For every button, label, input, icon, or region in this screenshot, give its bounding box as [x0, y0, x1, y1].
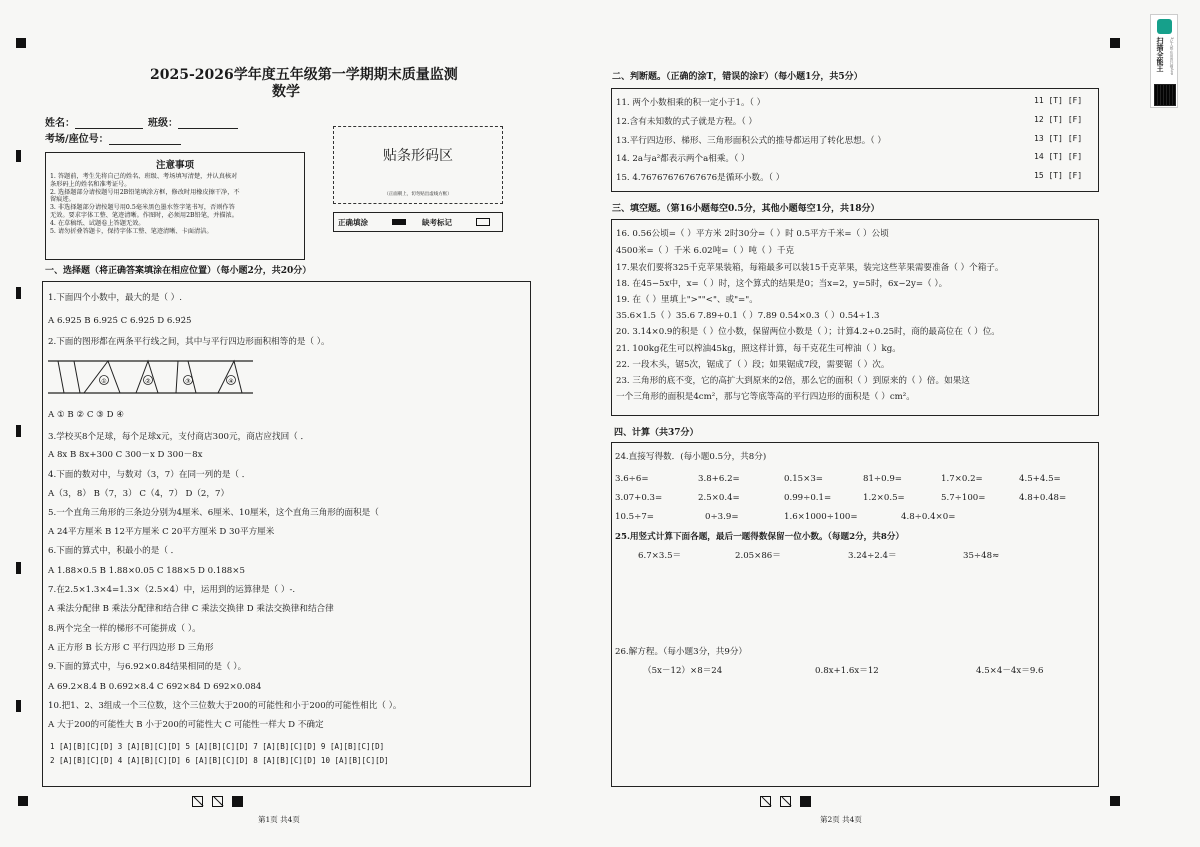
barcode-area-note: （正面朝上，切勿贴出虚线方框）	[384, 192, 452, 197]
judge-text: 14. 2a与a²都表示两个a相乘。（ ）	[616, 154, 750, 164]
vertical-calc-item: 3.24÷2.4＝	[848, 551, 897, 561]
q4-text: 4.下面的数对中，与数对（3，7）在同一列的是（ ．	[48, 470, 251, 480]
figure-label-2: ②	[145, 378, 151, 385]
scanner-app-badge[interactable]	[1150, 14, 1178, 108]
class-label: 班级：	[148, 118, 178, 129]
timing-mark	[16, 562, 21, 574]
barcode-area-label: 贴条形码区	[383, 148, 453, 164]
correct-fill-label: 正确填涂	[338, 218, 368, 227]
judge-tf-options[interactable]: 15 [T] [F]	[1034, 171, 1083, 180]
calc-item: 0÷3.9=	[705, 512, 739, 522]
name-field[interactable]	[45, 114, 143, 129]
calc-item: 0.15×3=	[784, 474, 824, 484]
corner-mark-bottom-right	[1110, 796, 1120, 806]
calc-item: 5.7÷100=	[941, 493, 986, 503]
notice-line: 2. 选择题部分请按题号用2B铅笔填涂方框，修改时用橡皮擦干净，不	[50, 188, 240, 196]
class-input-line[interactable]	[178, 118, 238, 129]
vertical-calc-item: 35÷48≈	[963, 551, 1000, 561]
q1-options: A 6.925 B 6.925̇ C 6.9̇25̇ D 6.92̇5̇	[48, 316, 192, 326]
q6-options: A 1.88×0.5 B 1.88×0.05 C 188×5 D 0.188×5	[48, 566, 245, 576]
timing-mark	[16, 150, 21, 162]
judge-item-15	[616, 171, 1096, 183]
judge-item-12	[616, 115, 1096, 127]
timing-mark	[16, 425, 21, 437]
judge-tf-options[interactable]: 13 [T] [F]	[1034, 134, 1083, 143]
q2-text: 2.下面的图形都在两条平行线之间，其中与平行四边形面积相等的是（ ）。	[48, 337, 330, 347]
q6-text: 6.下面的算式中，积最小的是（ ．	[48, 546, 180, 556]
qr-code-icon	[1155, 85, 1175, 105]
q9-options: A 69.2×8.4 B 0.692×8.4 C 692×84 D 692×0.084	[48, 682, 262, 692]
judge-text: 12.含有未知数的式子就是方程。（ ）	[616, 117, 758, 127]
judge-text: 13.平行四边形、梯形、三角形面积公式的推导都运用了转化思想。（ ）	[616, 136, 886, 146]
section2-header: 二、判断题。（正确的涂T，错误的涂F）（每小题1分，共5分）	[612, 72, 863, 82]
corner-mark-bottom-left	[18, 796, 28, 806]
section3-header: 三、填空题。（第16小题每空0.5分，其他小题每空1分，共18分）	[612, 204, 880, 214]
q16-line-2: 4500米=（ ）千米 6.02吨=（ ）吨（ ）千克	[616, 246, 795, 256]
q3-text: 3.学校买8个足球，每个足球x元，支付商店300元，商店应找回（ ．	[48, 432, 310, 442]
calc-item: 3.8+6.2=	[698, 474, 740, 484]
room-seat-label: 考场/座位号：	[45, 134, 109, 145]
footer-slash-box	[780, 796, 791, 807]
judge-tf-options[interactable]: 12 [T] [F]	[1034, 115, 1083, 124]
judge-tf-options[interactable]: 14 [T] [F]	[1034, 152, 1083, 161]
page-number-1: 第1页 共4页	[258, 815, 300, 824]
q23-text-2: 一个三角形的面积是4cm²，那与它等底等高的平行四边形的面积是（ ）cm²。	[616, 392, 915, 402]
figure-label-3: ③	[185, 378, 191, 385]
vertical-calc-item: 2.05×86＝	[735, 551, 781, 561]
calc-item: 0.99÷0.1=	[784, 493, 832, 503]
exam-subject: 数学	[272, 84, 300, 100]
vertical-calc-item: 6.7×3.5＝	[638, 551, 682, 561]
room-seat-field[interactable]	[45, 130, 181, 145]
calc-item: 10.5÷7=	[615, 512, 655, 522]
footer-slash-box	[760, 796, 771, 807]
calc-item: 4.8÷0.4×0=	[901, 512, 956, 522]
app-tagline: 3亿人都在用的扫描App	[1170, 37, 1174, 76]
notice-line: 1. 答题前，考生先将自己的姓名、班级、考场填写清楚，并认真核对	[50, 173, 238, 180]
absent-mark-checkbox[interactable]	[476, 218, 490, 226]
calc-item: 3.6÷6=	[615, 474, 649, 484]
notice-line: 5. 请勿折叠答题卡，保持字体工整、笔迹清晰、卡面清洁。	[50, 227, 213, 235]
notice-title: 注意事项	[155, 160, 194, 171]
q2-options: A ① B ② C ③ D ④	[48, 410, 124, 420]
q5-text: 5.一个直角三角形的三条边分别为4厘米、6厘米、10厘米，这个直角三角形的面积是（	[48, 508, 379, 518]
q19-text: 19. 在（ ）里填上">""<"、或"="。	[616, 295, 758, 305]
footer-slash-box	[212, 796, 223, 807]
notice-line: 无效。要求字体工整、笔迹清晰。作图时，必须用2B铅笔，并描浓。	[50, 211, 238, 219]
footer-filled-box	[800, 796, 811, 807]
judge-item-11	[616, 96, 1096, 108]
figure-label-1: ①	[101, 378, 107, 385]
q9-text: 9.下面的算式中，与6.92×0.84结果相同的是（ ）。	[48, 662, 247, 672]
calc-item: 1.2×0.5=	[863, 493, 905, 503]
omr-answer-row-1[interactable]: 1 [A][B][C][D] 3 [A][B][C][D] 5 [A][B][C][D] 7 [A][B][C][D] 9 [A][B][C][D]	[50, 742, 385, 751]
q24-text: 24.直接写得数．(每小题0.5分，共8分)	[615, 452, 767, 462]
notice-line: 3. 非选择题部分请按题号用0.5毫米黑色墨水签字笔书写，否则作答	[50, 204, 235, 212]
calc-item: 81÷0.9=	[863, 474, 903, 484]
calc-item: 4.8+0.48=	[1019, 493, 1067, 503]
app-name: 扫描全能王	[1156, 37, 1164, 72]
omr-answer-row-2[interactable]: 2 [A][B][C][D] 4 [A][B][C][D] 6 [A][B][C][D] 8 [A][B][C][D] 10 [A][B][C][D]	[50, 756, 389, 765]
q10-options: A 大于200的可能性大 B 小于200的可能性大 C 可能性一样大 D 不确定	[48, 720, 324, 730]
q5-options: A 24平方厘米 B 12平方厘米 C 20平方厘米 D 30平方厘米	[48, 527, 275, 537]
q4-options: A（3，8） B（7，3） C（4，7） D（2，7）	[48, 489, 230, 499]
notice-box	[45, 152, 305, 260]
calc-item: 2.5×0.4=	[698, 493, 740, 503]
q8-options: A 正方形 B 长方形 C 平行四边形 D 三角形	[48, 643, 214, 653]
notice-line: 留痕迹。	[50, 196, 75, 204]
q7-options: A 乘法分配律 B 乘法分配律和结合律 C 乘法交换律 D 乘法交换律和结合律	[48, 604, 334, 614]
absent-mark-label: 缺考标记	[422, 218, 452, 227]
timing-mark	[16, 700, 21, 712]
page-number-2: 第2页 共4页	[820, 815, 862, 824]
triangle-shape-1	[84, 361, 120, 393]
q18-text: 18. 在45−5x中，x=（ ）时，这个算式的结果是0；当x=2，y=5时，6x−2y=（ ）。	[616, 279, 948, 289]
q25-text: 25.用竖式计算下面各题，最后一题得数保留一位小数。（每题2分，共8分）	[615, 532, 905, 542]
q23-text-1: 23. 三角形的底不变，它的高扩大到原来的2倍，那么它的面积（ ）到原来的（ ）倍。如果这	[616, 376, 970, 386]
q10-text: 10.把1、2、3组成一个三位数，这个三位数大于200的可能性和小于200的可能性相比（ ）。	[48, 701, 402, 711]
q7-text: 7.在2.5×1.3×4=1.3×（2.5×4）中，运用到的运算律是（ ）-.	[48, 585, 296, 595]
footer-slash-box	[192, 796, 203, 807]
calc-item: 1.7×0.2=	[941, 474, 983, 484]
calc-item: 1.6×1000÷100=	[784, 512, 858, 522]
judge-item-14	[616, 152, 1096, 164]
fill-sample-box	[333, 212, 503, 232]
judge-tf-options[interactable]: 11 [T] [F]	[1034, 96, 1083, 105]
judge-text: 11. 两个小数相乘的积一定小于1。（ ）	[616, 98, 766, 108]
corner-mark-top-right	[1110, 38, 1120, 48]
q20-text: 20. 3.14×0.9的积是（ ）位小数，保留两位小数是（ ）；计算4.2÷0.25时，商的最高位在（ ）位。	[616, 327, 1000, 337]
q19-items: 35.6×1.5（ ）35.6 7.89÷0.1（ ）7.89 0.54×0.3（ ）0.54÷1.3	[616, 311, 880, 321]
room-seat-input-line[interactable]	[109, 134, 181, 145]
trapezoid-shape	[176, 361, 196, 393]
q22-text: 22. 一段木头，锯5次，锯成了（ ）段；如果锯成7段，需要锯（ ）次。	[616, 360, 890, 370]
triangle-shape-2	[136, 361, 158, 393]
equation-item: （5x－12）×8＝24	[643, 666, 723, 676]
triangle-shape-3	[218, 361, 242, 393]
footer-filled-box	[232, 796, 243, 807]
q3-options: A 8x B 8x+300 C 300－x D 300－8x	[48, 450, 203, 460]
calc-item: 4.5+4.5=	[1019, 474, 1061, 484]
class-field[interactable]	[148, 114, 238, 129]
name-input-line[interactable]	[75, 118, 143, 129]
q1-text: 1.下面四个小数中，最大的是（ ）.	[48, 293, 182, 303]
judge-item-13	[616, 134, 1096, 146]
equation-item: 4.5×4－4x＝9.6	[976, 666, 1044, 676]
q17-text: 17.果农们要将325千克苹果装箱，每箱最多可以装15千克苹果，装完这些苹果需要准备（ ）个箱子。	[616, 263, 1004, 273]
q16-line-1: 16. 0.56公顷=（ ）平方米 2时30分=（ ）时 0.5平方千米=（ ）公顷	[616, 229, 889, 239]
exam-title: 2025-2026学年度五年级第一学期期末质量监测	[150, 67, 458, 83]
section4-header: 四、计算（共37分）	[614, 428, 699, 438]
parallel-lines-figure	[48, 352, 253, 404]
parallelogram-shape	[58, 361, 80, 393]
q8-text: 8.两个完全一样的梯形不可能拼成（ ）。	[48, 624, 201, 634]
equation-item: 0.8x+1.6x＝12	[815, 666, 879, 676]
notice-line: 4. 在草稿纸、试题卷上答题无效。	[50, 219, 145, 227]
app-logo-icon	[1157, 19, 1172, 34]
corner-mark-top-left	[16, 38, 26, 48]
name-label: 姓名：	[45, 118, 75, 129]
barcode-area	[333, 126, 503, 204]
timing-mark	[16, 287, 21, 299]
q21-text: 21. 100kg花生可以榨油45kg，照这样计算，每千克花生可榨油（ ）kg。	[616, 344, 901, 354]
section1-header: 一、选择题（将正确答案填涂在相应位置）（每小题2分，共20分）	[45, 266, 312, 276]
judge-text: 15. 4.76767676767676是循环小数。（ ）	[616, 173, 785, 183]
correct-fill-sample	[392, 219, 406, 225]
notice-line: 条形码上的姓名和准考证号。	[50, 180, 131, 188]
calc-item: 3.07+0.3=	[615, 493, 663, 503]
figure-label-4: ④	[228, 378, 234, 385]
q26-text: 26.解方程。（每小题3分，共9分）	[615, 647, 748, 657]
